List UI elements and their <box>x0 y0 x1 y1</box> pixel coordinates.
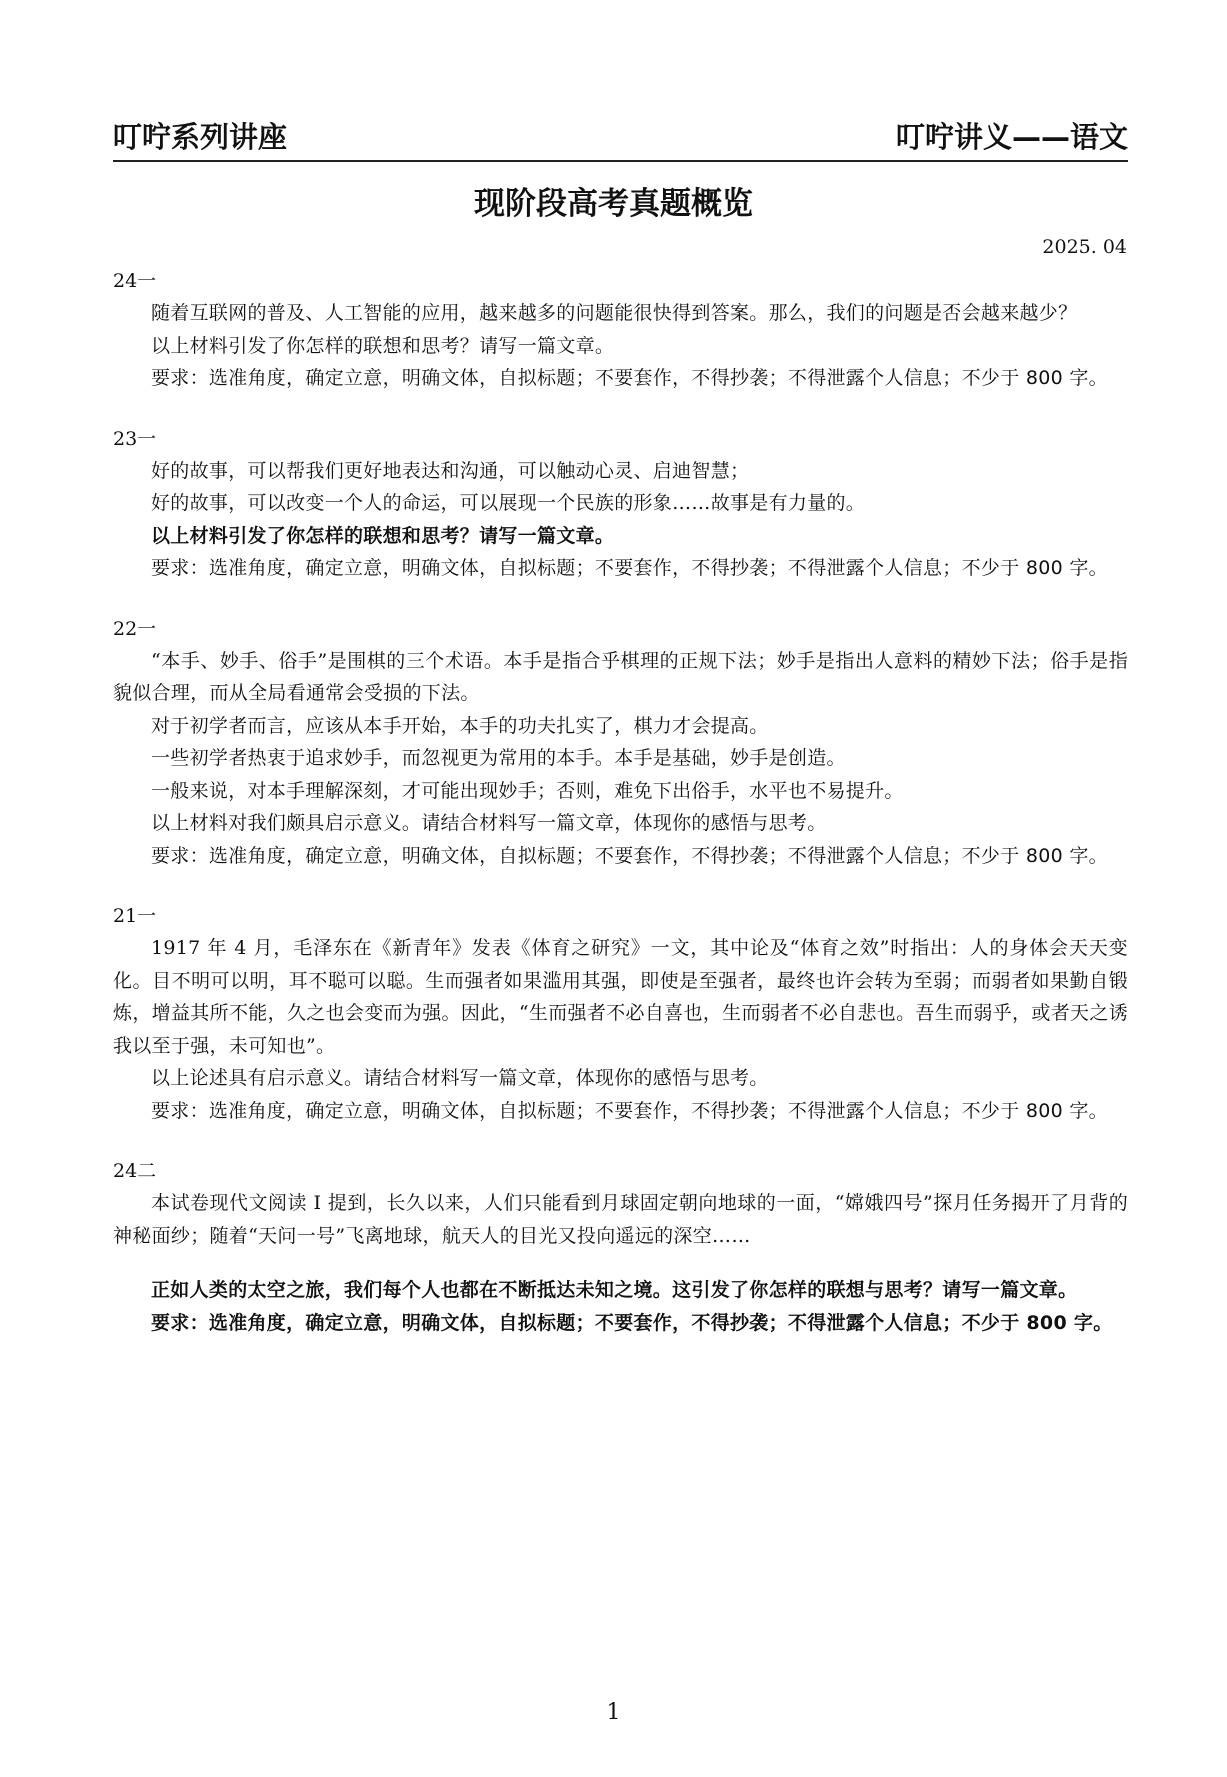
section-paragraph: 好的故事，可以帮我们更好地表达和沟通，可以触动心灵、启迪智慧； <box>151 459 750 482</box>
section-requirements: 要求：选准角度，确定立意，明确文体，自拟标题；不要套作，不得抄袭；不得泄露个人信息；不少于 800 字。 <box>151 557 1108 579</box>
section-prompt: 以上论述具有启示意义。请结合材料写一篇文章，体现你的感悟与思考。 <box>151 1067 769 1089</box>
section-paragraph: 一般来说，对本手理解深刻，才可能出现妙手；否则，难免下出俗手，水平也不易提升。 <box>151 779 904 802</box>
section-prompt: 以上材料引发了你怎样的联想和思考？请写一篇文章。 <box>151 524 615 547</box>
section-requirements: 要求：选准角度，确定立意，明确文体，自拟标题；不要套作，不得抄袭；不得泄露个人信息；不少于 800 字。 <box>151 1099 1108 1122</box>
section-prompt: 正如人类的太空之旅，我们每个人也都在不断抵达未知之境。这引发了你怎样的联想与思考？请写一篇文章。 <box>151 1279 1078 1301</box>
section-paragraph: 1917 年 4 月，毛泽东在《新青年》发表《体育之研究》一文，其中论及“体育之效”时指出：人的身体会天天变化。目不明可以明，耳不聪可以聪。生而强者如果滥用其强，即使是至强者，最终也许会转为至弱；而弱者如果勤自锻炼，增益其所不能，久之也会变而为强。因此，“生而强者不必自喜也，生而弱者不必自悲也。吾生而弱乎，或者天之诱我以至于强，未可知也”。 <box>113 937 1128 1057</box>
page-number: 1 <box>606 1700 621 1725</box>
section-label: 23一 <box>113 427 157 450</box>
section-requirements: 要求：选准角度，确定立意，明确文体，自拟标题；不要套作，不得抄袭；不得泄露个人信息；不少于 800 字。 <box>151 367 1108 389</box>
section-paragraph: 一些初学者热衷于追求妙手，而忽视更为常用的本手。本手是基础，妙手是创造。 <box>151 747 846 769</box>
section-paragraph: 本试卷现代文阅读 I 提到，长久以来，人们只能看到月球固定朝向地球的一面，“嫦娥四号”探月任务揭开了月背的神秘面纱；随着“天问一号”飞离地球，航天人的目光又投向遥远的深空…… <box>113 1192 1128 1247</box>
section-paragraph: 随着互联网的普及、人工智能的应用，越来越多的问题能很快得到答案。那么，我们的问题是否会越来越少？ <box>151 302 1078 324</box>
section-24-1 <box>113 265 1128 395</box>
section-23-1 <box>113 423 1128 585</box>
section-21-1 <box>113 900 1128 1127</box>
page-header <box>113 118 1128 162</box>
section-prompt: 以上材料引发了你怎样的联想和思考？请写一篇文章。 <box>151 334 615 357</box>
document-date: 2025. 04 <box>1042 236 1127 258</box>
section-22-1 <box>113 613 1128 873</box>
section-label: 24一 <box>113 270 157 292</box>
header-series-title: 叮咛系列讲座 <box>113 120 288 154</box>
section-paragraph: 对于初学者而言，应该从本手开始，本手的功夫扎实了，棋力才会提高。 <box>151 714 769 737</box>
header-subject-title: 叮咛讲义——语文 <box>895 120 1128 154</box>
content-body <box>113 265 1128 1339</box>
section-24-2 <box>113 1155 1128 1339</box>
page-title: 现阶段高考真题概览 <box>474 186 753 222</box>
section-label: 22一 <box>113 617 157 640</box>
section-requirements: 要求：选准角度，确定立意，明确文体，自拟标题；不要套作，不得抄袭；不得泄露个人信息；不少于 800 字。 <box>151 1311 1113 1334</box>
section-requirements: 要求：选准角度，确定立意，明确文体，自拟标题；不要套作，不得抄袭；不得泄露个人信息；不少于 800 字。 <box>151 844 1108 867</box>
section-prompt: 以上材料对我们颇具启示意义。请结合材料写一篇文章，体现你的感悟与思考。 <box>151 812 827 834</box>
section-paragraph: 好的故事，可以改变一个人的命运，可以展现一个民族的形象……故事是有力量的。 <box>151 492 866 514</box>
section-label: 24二 <box>113 1160 157 1182</box>
section-label: 21一 <box>113 905 157 927</box>
section-paragraph: “本手、妙手、俗手”是围棋的三个术语。本手是指合乎棋理的正规下法；妙手是指出人意料的精妙下法；俗手是指貌似合理，而从全局看通常会受损的下法。 <box>113 649 1128 704</box>
